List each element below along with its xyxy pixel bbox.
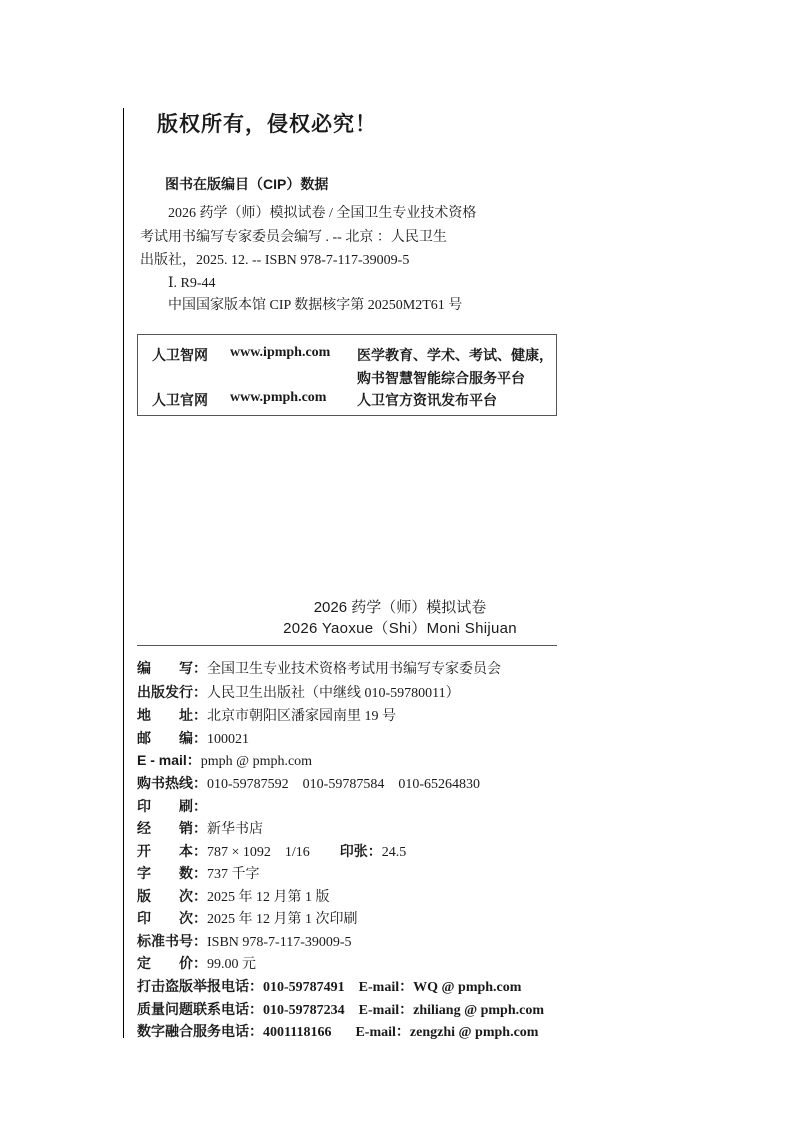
detail-label: 标准书号： bbox=[137, 933, 207, 949]
detail-label: 购书热线： bbox=[137, 775, 207, 791]
detail-row bbox=[137, 863, 260, 883]
platform-url[interactable]: www.pmph.com bbox=[230, 390, 327, 405]
detail-label: 经 销： bbox=[137, 820, 207, 836]
detail-row bbox=[137, 886, 330, 906]
detail-value: 2025 年 12 月第 1 次印刷 bbox=[207, 912, 358, 927]
margin-rule bbox=[123, 108, 124, 1038]
detail-value: 010-59787592 010-59787584 010-65264830 bbox=[207, 777, 480, 792]
contact-row bbox=[137, 999, 544, 1019]
contact-email-label: E-mail： bbox=[358, 980, 414, 995]
detail-row bbox=[137, 682, 460, 702]
detail-value: 737 千字 bbox=[207, 867, 260, 882]
detail-row bbox=[137, 931, 352, 951]
detail-row bbox=[137, 705, 396, 725]
contact-email-label: E-mail： bbox=[355, 1025, 410, 1040]
detail-label: 地 址： bbox=[137, 707, 207, 723]
detail-value: 北京市朝阳区潘家园南里 19 号 bbox=[207, 709, 396, 724]
contact-label: 打击盗版举报电话： bbox=[137, 978, 263, 994]
contact-row bbox=[137, 1021, 538, 1041]
detail-label: 出版发行： bbox=[137, 684, 207, 700]
detail-row bbox=[137, 818, 263, 838]
book-title-en: 2026 Yaoxue（Shi）Moni Shijuan bbox=[283, 620, 517, 637]
cip-line: 2026 药学（师）模拟试卷 / 全国卫生专业技术资格 bbox=[140, 206, 477, 221]
contact-phone: 4001118166 bbox=[263, 1025, 332, 1040]
platform-name: 人卫官网 bbox=[152, 392, 208, 408]
detail-row bbox=[137, 953, 256, 973]
detail-value: 99.00 元 bbox=[207, 957, 256, 972]
detail-label: E - mail： bbox=[137, 752, 201, 768]
detail-row bbox=[137, 750, 312, 770]
contact-email-label: E-mail： bbox=[358, 1003, 414, 1018]
contact-email[interactable]: WQ @ pmph.com bbox=[413, 980, 522, 995]
detail-value: pmph @ pmph.com bbox=[200, 754, 313, 769]
divider bbox=[137, 645, 557, 646]
detail-value: 24.5 bbox=[381, 845, 407, 860]
platform-description: 购书智慧智能综合服务平台 bbox=[357, 370, 525, 386]
detail-row bbox=[137, 658, 501, 678]
detail-label: 印张： bbox=[339, 843, 382, 859]
detail-label: 定 价： bbox=[137, 955, 207, 971]
detail-value: ISBN 978-7-117-39009-5 bbox=[207, 935, 352, 950]
detail-row bbox=[137, 773, 480, 793]
detail-value: 新华书店 bbox=[207, 822, 263, 837]
detail-value: 全国卫生专业技术资格考试用书编写专家委员会 bbox=[207, 662, 501, 677]
detail-label: 开 本： bbox=[137, 843, 207, 859]
contact-email[interactable]: zengzhi @ pmph.com bbox=[409, 1025, 539, 1040]
detail-value: 2025 年 12 月第 1 版 bbox=[207, 890, 330, 905]
detail-label: 印 次： bbox=[137, 910, 207, 926]
detail-value: 100021 bbox=[207, 732, 249, 747]
detail-value: 人民卫生出版社（中继线 010-59780011） bbox=[207, 686, 460, 701]
book-title-cn: 2026 药学（师）模拟试卷 bbox=[313, 599, 487, 616]
cip-line: Ⅰ. R9-44 bbox=[140, 276, 216, 291]
detail-row bbox=[137, 728, 249, 748]
detail-value: 787 × 1092 1/16 bbox=[207, 845, 310, 860]
detail-label: 邮 编： bbox=[137, 730, 207, 746]
detail-label: 版 次： bbox=[137, 888, 207, 904]
contact-label: 数字融合服务电话： bbox=[137, 1023, 263, 1039]
cip-line: 中国国家版本馆 CIP 数据核字第 20250M2T61 号 bbox=[140, 298, 463, 313]
contact-phone: 010-59787234 bbox=[263, 1003, 345, 1018]
cip-line: 考试用书编写专家委员会编写 . -- 北京 ：人民卫生 bbox=[140, 230, 447, 245]
detail-label: 印 刷： bbox=[137, 798, 207, 814]
cip-line: 出版社，2025. 12. -- ISBN 978-7-117-39009-5 bbox=[140, 253, 410, 268]
detail-label: 编 写： bbox=[137, 660, 207, 676]
copyright-notice: 版权所有，侵权必究！ bbox=[157, 113, 377, 136]
detail-row bbox=[137, 796, 207, 816]
platform-name: 人卫智网 bbox=[152, 347, 208, 363]
platform-box bbox=[137, 334, 557, 416]
detail-label: 字 数： bbox=[137, 865, 207, 881]
contact-phone: 010-59787491 bbox=[263, 980, 345, 995]
detail-row bbox=[137, 908, 358, 928]
platform-url[interactable]: www.ipmph.com bbox=[230, 345, 331, 360]
platform-description: 医学教育、学术、考试、健康， bbox=[357, 347, 553, 363]
contact-row bbox=[137, 976, 521, 996]
contact-email[interactable]: zhiliang @ pmph.com bbox=[413, 1003, 544, 1018]
platform-description: 人卫官方资讯发布平台 bbox=[357, 392, 497, 408]
contact-label: 质量问题联系电话： bbox=[137, 1001, 263, 1017]
cip-title: 图书在版编目（CIP）数据 bbox=[165, 176, 329, 192]
detail-row bbox=[137, 841, 406, 861]
